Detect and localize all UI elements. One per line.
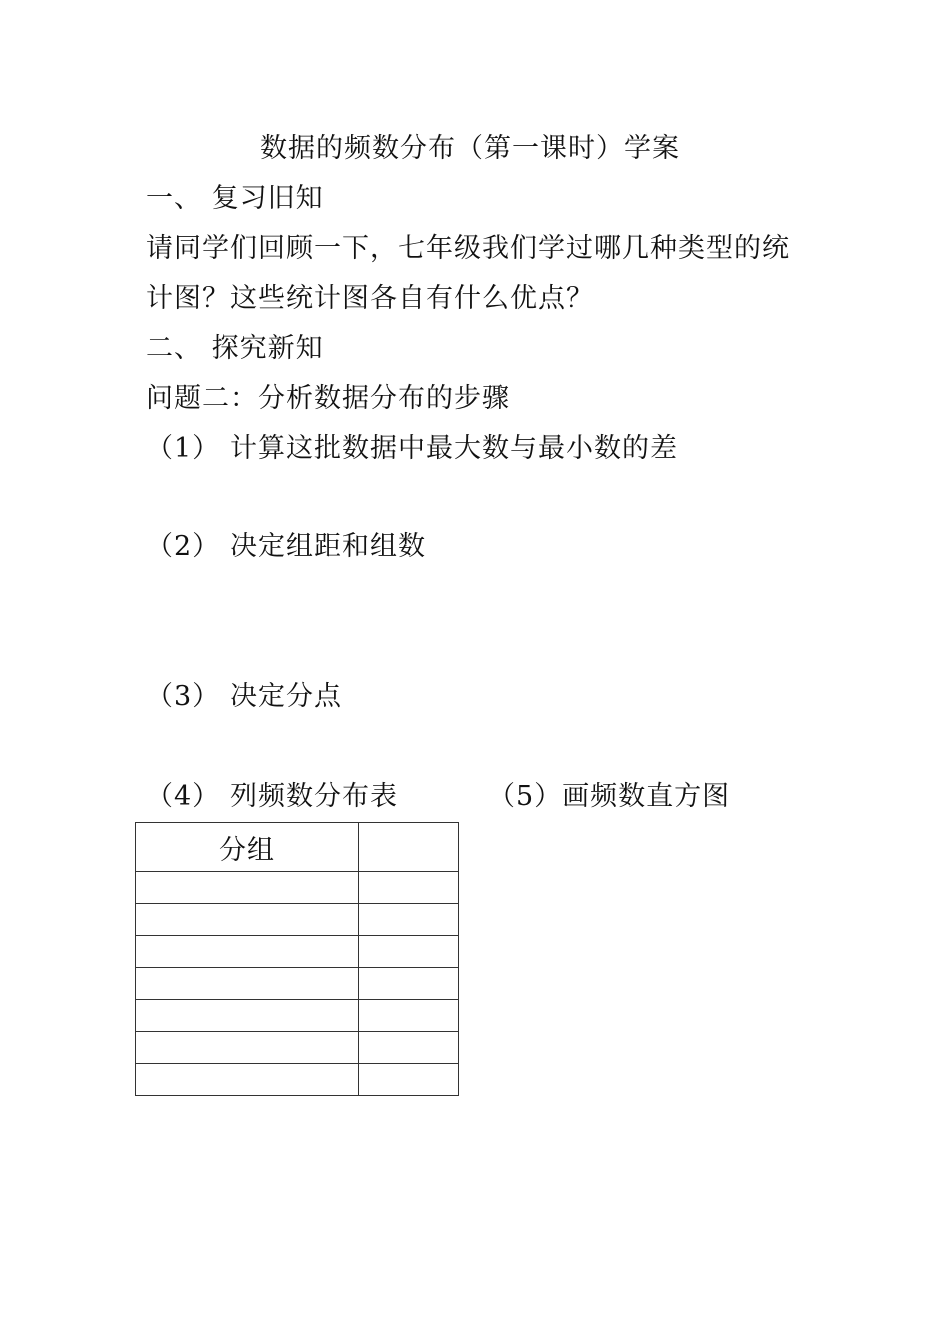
step-5: （5）画频数直方图 [488,781,731,812]
step-text: 计算这批数据中最大数与最小数的差 [230,433,678,464]
step-number: （4） [146,781,221,812]
table-row [136,1064,459,1096]
table-header-cell-group: 分组 [136,823,359,872]
table-cell [136,904,359,936]
table-cell [359,904,459,936]
table-row [136,1000,459,1032]
table-cell [136,1064,359,1096]
step-1 [146,432,678,466]
step-3 [146,680,342,714]
step-number: （1） [146,433,221,464]
table-cell [359,1064,459,1096]
page-title: 数据的频数分布（第一课时）学案 [260,133,680,164]
table-cell [359,1032,459,1064]
table-row [136,968,459,1000]
step-text: 决定分点 [230,681,342,712]
table-cell [359,872,459,904]
table-cell [136,1032,359,1064]
table-cell [136,968,359,1000]
table-row [136,904,459,936]
step-4 [146,780,398,814]
step-text: 决定组距和组数 [230,531,426,562]
table-cell [136,1000,359,1032]
table-header-cell-blank [359,823,459,872]
step-number: （3） [146,681,221,712]
table-row [136,936,459,968]
review-paragraph-line-1: 请同学们回顾一下，七年级我们学过哪几种类型的统 [146,233,790,264]
review-paragraph-line-2: 计图？这些统计图各自有什么优点？ [146,283,594,314]
table-cell [136,936,359,968]
table-cell [359,968,459,1000]
table-header-row [136,823,459,872]
frequency-distribution-table [135,822,459,1096]
table-row [136,1032,459,1064]
table-cell [359,1000,459,1032]
table-cell [136,872,359,904]
step-2 [146,530,426,564]
table-cell [359,936,459,968]
section-heading-explore: 二、 探究新知 [146,333,324,364]
problem-heading: 问题二：分析数据分布的步骤 [146,383,510,414]
step-text: 列频数分布表 [230,781,398,812]
section-heading-review: 一、 复习旧知 [146,183,324,214]
step-number: （2） [146,531,221,562]
table-row [136,872,459,904]
